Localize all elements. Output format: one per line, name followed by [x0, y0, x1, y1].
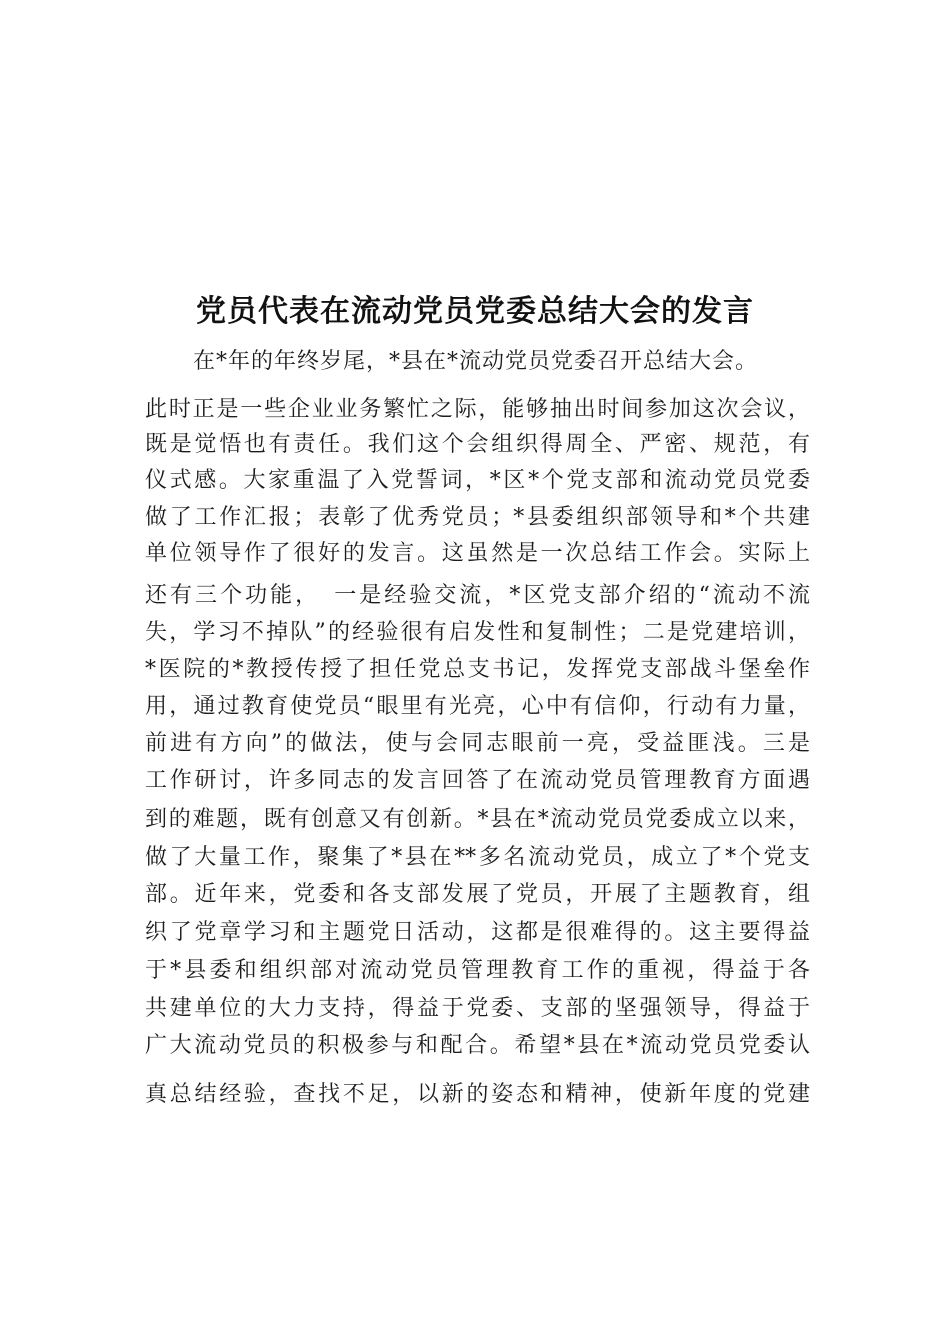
paragraph-line: 还有三个功能， 一是经验交流，*区党支部介绍的“流动不流 — [145, 583, 810, 608]
paragraph-line: 部。近年来，党委和各支部发展了党员，开展了主题教育，组 — [145, 882, 810, 907]
document-title: 党员代表在流动党员党委总结大会的发言 — [196, 294, 754, 329]
paragraph-line: 做了大量工作，聚集了*县在**多名流动党员，成立了*个党支 — [145, 845, 810, 870]
paragraph-line: 单位领导作了很好的发言。这虽然是一次总结工作会。实际上 — [145, 541, 810, 566]
paragraph-line: 失，学习不掉队”的经验很有启发性和复制性；二是党建培训， — [145, 620, 810, 645]
paragraph-line: 既是觉悟也有责任。我们这个会组织得周全、严密、规范，有 — [145, 432, 810, 457]
paragraph-line: 织了党章学习和主题党日活动，这都是很难得的。这主要得益 — [145, 920, 810, 945]
paragraph-line: 前进有方向”的做法，使与会同志眼前一亮，受益匪浅。三是 — [145, 731, 810, 756]
paragraph-line: 做了工作汇报；表彰了优秀党员；*县委组织部领导和*个共建 — [145, 505, 810, 530]
paragraph-line: *医院的*教授传授了担任党总支书记，发挥党支部战斗堡垒作 — [145, 657, 810, 682]
paragraph-line: 用，通过教育使党员“眼里有光亮，心中有信仰，行动有力量， — [145, 694, 810, 719]
paragraph-line: 到的难题，既有创意又有创新。*县在*流动党员党委成立以来， — [145, 807, 810, 832]
paragraph-line: 仪式感。大家重温了入党誓词，*区*个党支部和流动党员党委 — [145, 468, 810, 493]
paragraph-line: 共建单位的大力支持，得益于党委、支部的坚强领导，得益于 — [145, 996, 810, 1021]
paragraph-line: 在*年的年终岁尾，*县在*流动党员党委召开总结大会。 — [193, 349, 759, 374]
paragraph-line: 此时正是一些企业业务繁忙之际，能够抽出时间参加这次会议， — [145, 397, 810, 422]
paragraph-line: 真总结经验，查找不足，以新的姿态和精神，使新年度的党建 — [145, 1082, 810, 1107]
paragraph-line: 工作研讨，许多同志的发言回答了在流动党员管理教育方面遇 — [145, 768, 810, 793]
paragraph-line: 于*县委和组织部对流动党员管理教育工作的重视，得益于各 — [145, 958, 810, 983]
paragraph-line: 广大流动党员的积极参与和配合。希望*县在*流动党员党委认 — [145, 1033, 810, 1058]
